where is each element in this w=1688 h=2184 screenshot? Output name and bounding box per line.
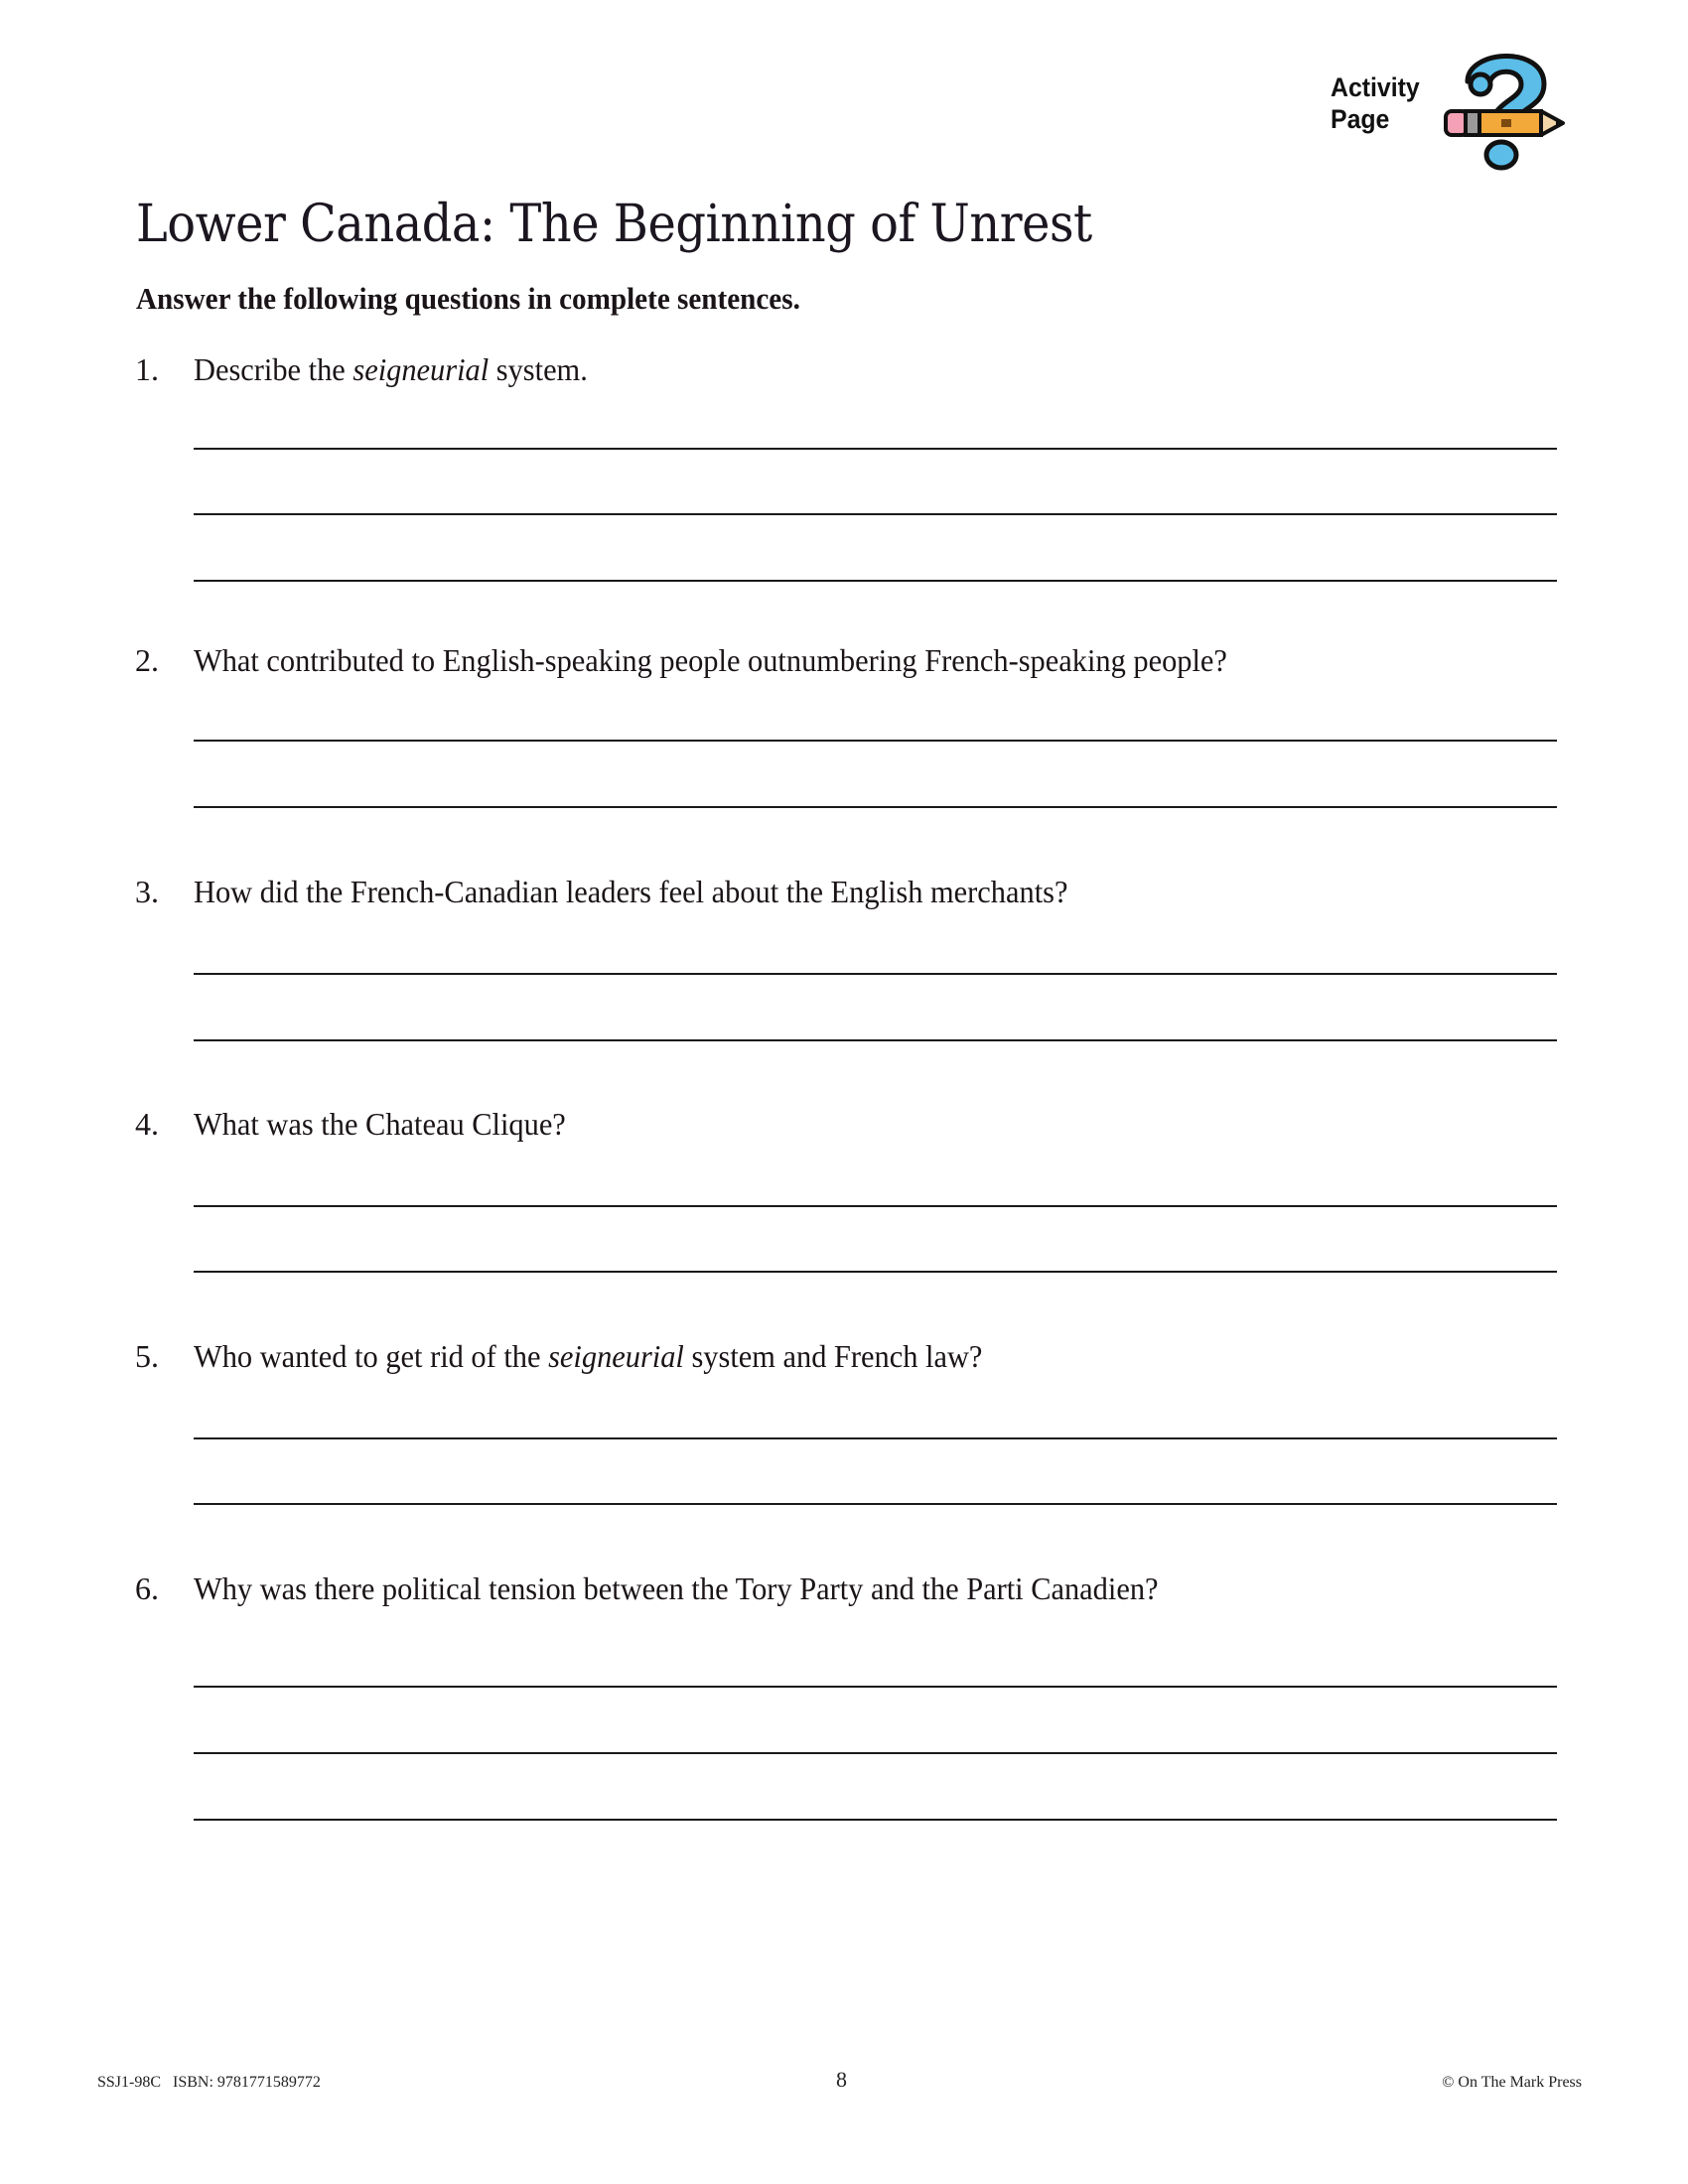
footer-isbn: SSJ1-98C ISBN: 9781771589772: [97, 2074, 321, 2091]
answer-line[interactable]: [194, 1437, 1557, 1439]
badge-line-2: Page: [1331, 104, 1390, 134]
question-number: 3.: [135, 874, 159, 909]
question-number: 5.: [135, 1338, 159, 1374]
question-3: [0, 872, 1688, 911]
answer-line[interactable]: [194, 580, 1557, 582]
answer-line[interactable]: [194, 448, 1557, 450]
answer-line[interactable]: [194, 1205, 1557, 1207]
page-number: 8: [836, 2067, 847, 2092]
question-6: [0, 1569, 1688, 1608]
question-1: [0, 349, 1688, 389]
question-text: What was the Chateau Clique?: [194, 1106, 566, 1142]
activity-page-badge-label: [1331, 71, 1420, 135]
answer-line[interactable]: [194, 513, 1557, 515]
question-2: [0, 640, 1688, 680]
question-text: What contributed to English-speaking people outnumbering French-speaking people?: [194, 642, 1227, 678]
question-number: 6.: [135, 1570, 159, 1606]
page-title: Lower Canada: The Beginning of Unrest: [136, 195, 1092, 254]
answer-line[interactable]: [194, 1686, 1557, 1688]
answer-line[interactable]: [194, 1819, 1557, 1821]
answer-line[interactable]: [194, 740, 1557, 742]
instructions: Answer the following questions in complete sentences.: [136, 281, 800, 316]
question-mark-with-pencil-icon: [1440, 40, 1569, 174]
answer-line[interactable]: [194, 1039, 1557, 1041]
answer-line[interactable]: [194, 1503, 1557, 1505]
footer-copyright: © On The Mark Press: [1442, 2074, 1582, 2091]
question-text: Why was there political tension between the Tory Party and the Parti Canadien?: [194, 1570, 1159, 1606]
question-text: Who wanted to get rid of the seigneurial system and French law?: [194, 1338, 983, 1374]
question-number: 2.: [135, 642, 159, 678]
answer-line[interactable]: [194, 806, 1557, 808]
answer-line[interactable]: [194, 1271, 1557, 1273]
question-text: How did the French-Canadian leaders feel about the English merchants?: [194, 874, 1068, 909]
question-number: 1.: [135, 351, 159, 387]
question-5: [0, 1336, 1688, 1376]
answer-line[interactable]: [194, 973, 1557, 975]
badge-line-1: Activity: [1331, 72, 1420, 102]
question-text: Describe the seigneurial system.: [194, 351, 588, 387]
question-4: [0, 1104, 1688, 1144]
answer-line[interactable]: [194, 1752, 1557, 1754]
question-number: 4.: [135, 1106, 159, 1142]
